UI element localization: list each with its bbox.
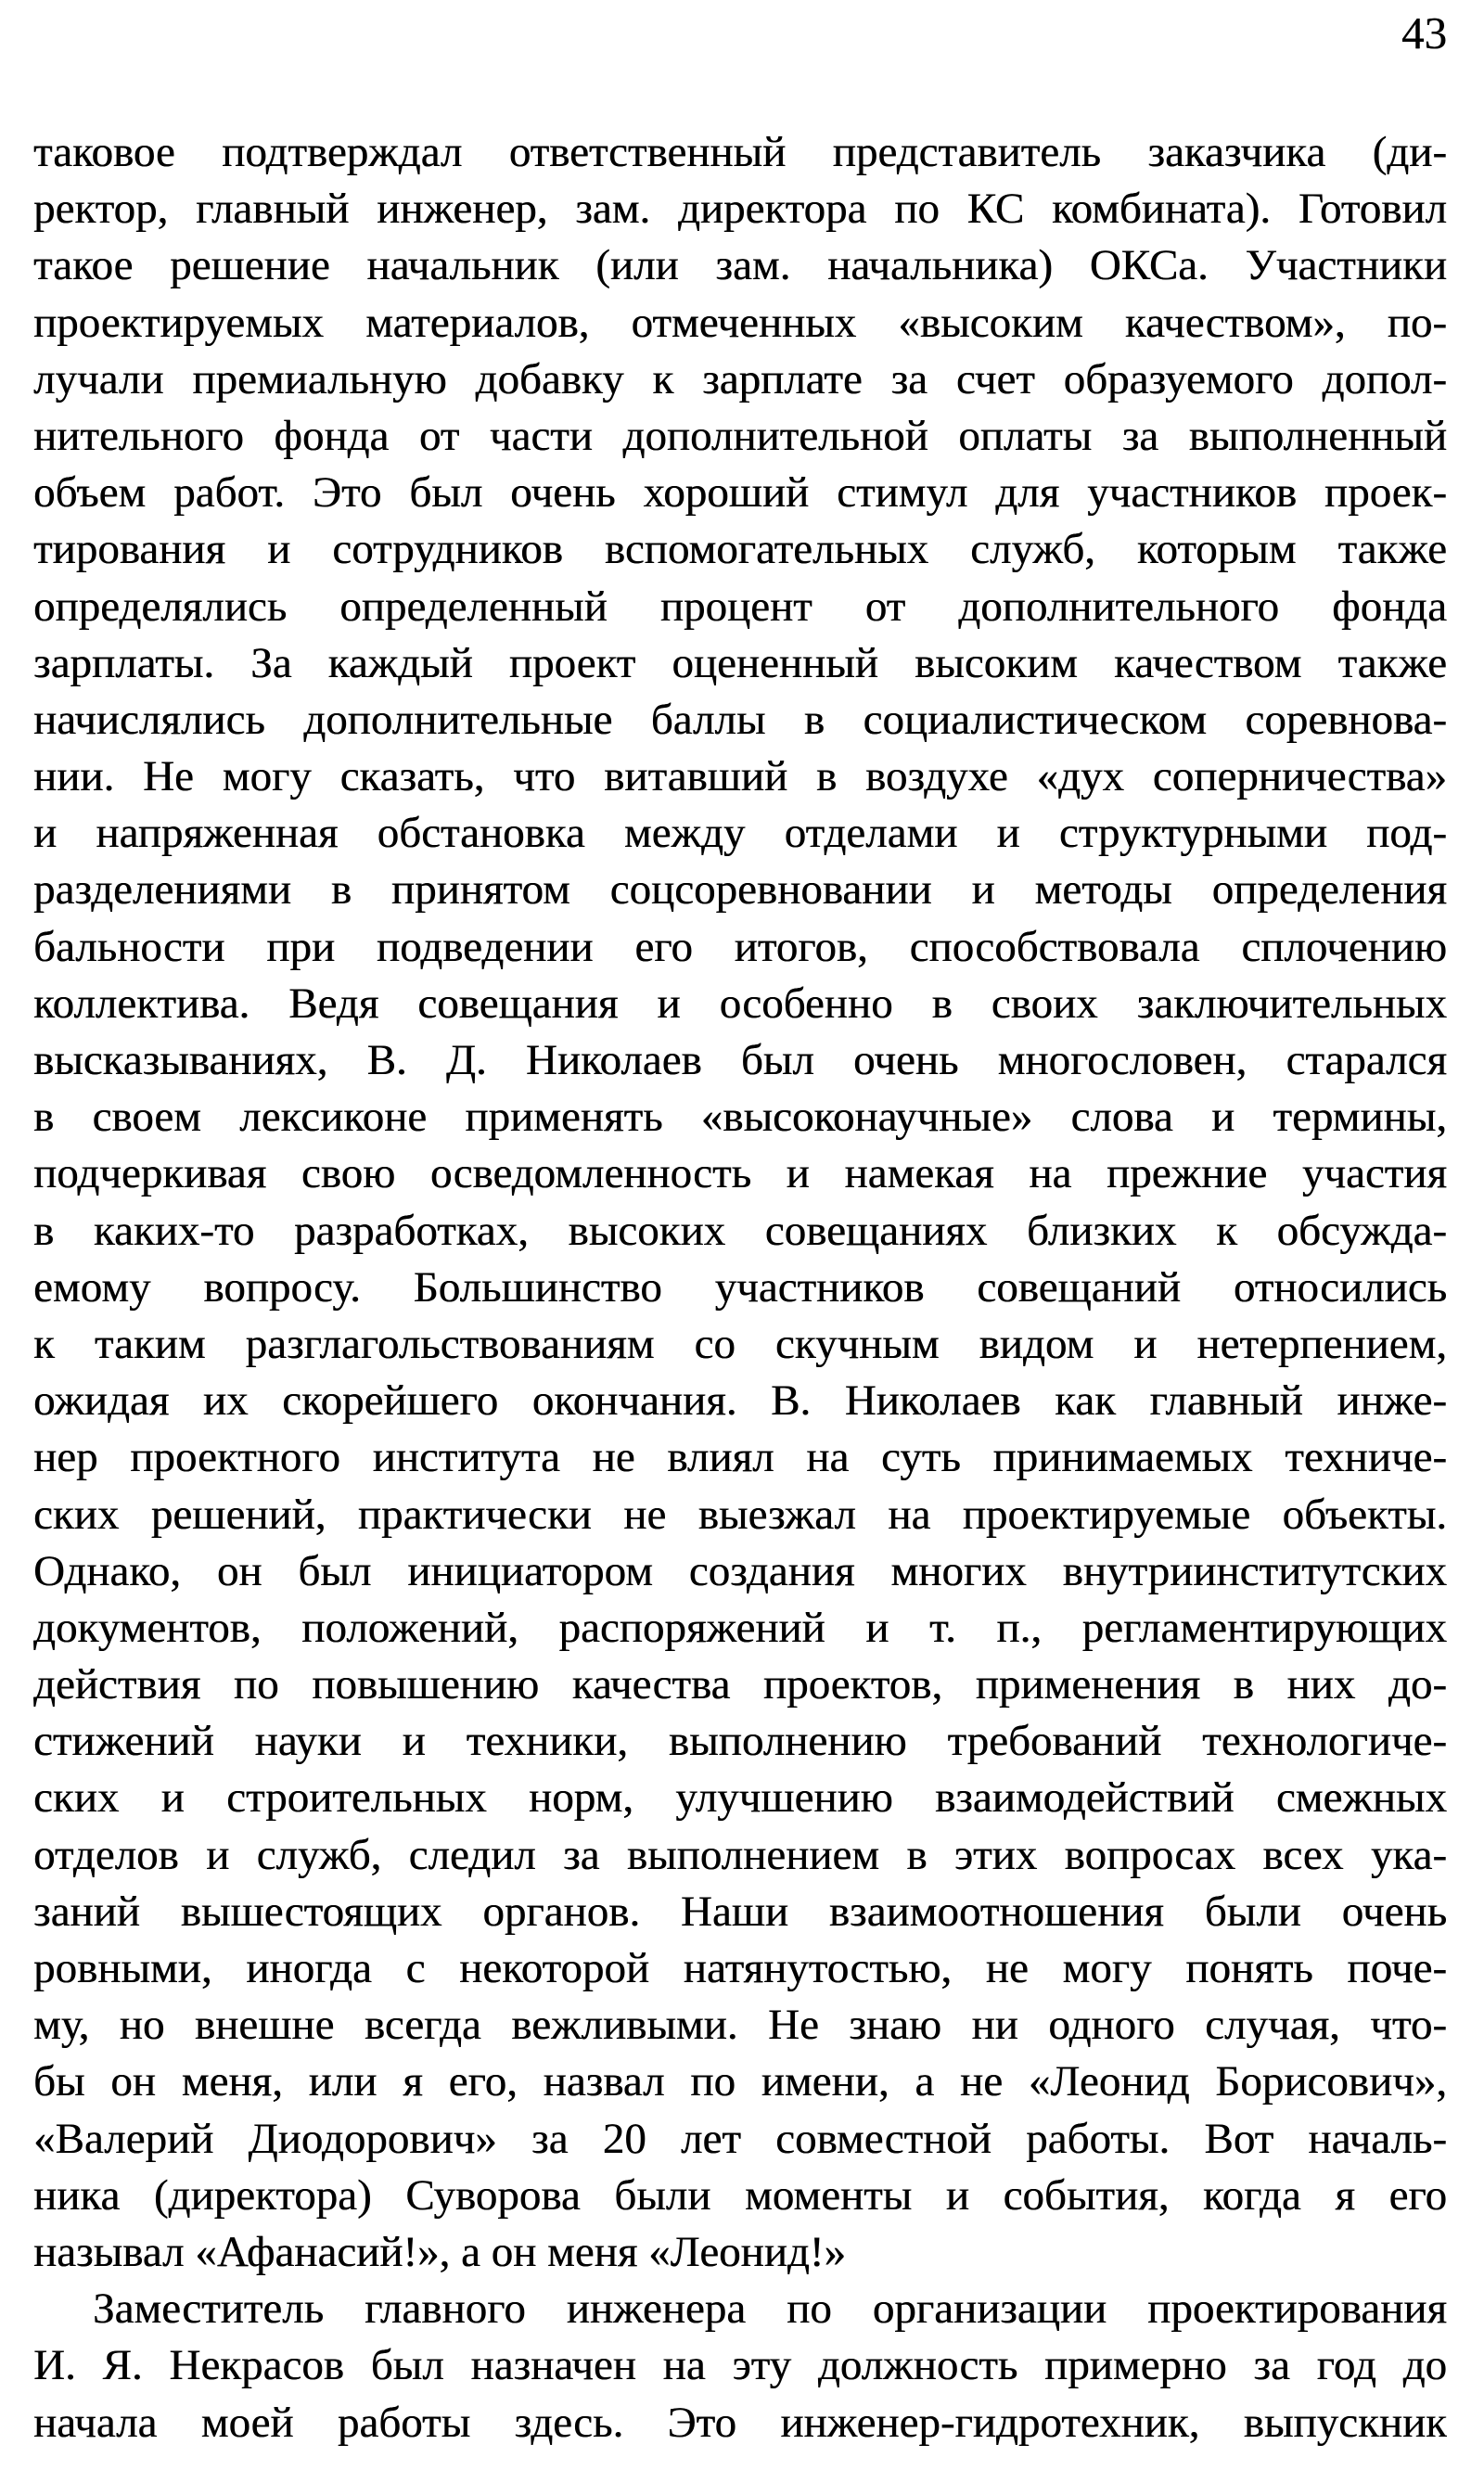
text-line: «Валерий Диодорович» за 20 лет совместной работы. Вот началь- — [33, 2114, 1447, 2163]
text-line: называл «Афанасий!», а он меня «Леонид!» — [33, 2227, 846, 2276]
text-line: в каких-то разработках, высоких совещаниях близких к обсужда- — [33, 1206, 1447, 1255]
text-line: начислялись дополнительные баллы в социалистическом соревнова- — [33, 695, 1447, 744]
text-line: ректор, главный инженер, зам. директора по КС комбината). Готовил — [33, 185, 1447, 234]
text-line: И. Я. Некрасов был назначен на эту должность примерно за год до — [33, 2341, 1447, 2390]
text-line: подчеркивая свою осведомленность и намекая на прежние участия — [33, 1149, 1447, 1198]
text-line: бальности при подведении его итогов, способствовала сплочению — [33, 922, 1447, 971]
page-number: 43 — [1401, 7, 1447, 58]
text-line: Однако, он был инициатором создания многих внутриинститутских — [33, 1546, 1447, 1595]
text-line: ровными, иногда с некоторой натянутостью, не могу понять поче- — [33, 1944, 1447, 1992]
text-line: начала моей работы здесь. Это инженер-гидротехник, выпускник — [33, 2398, 1447, 2447]
text-line: проектируемых материалов, отмеченных «высоким качеством», по- — [33, 298, 1447, 347]
text-line: лучали премиальную добавку к зарплате за счет образуемого допол- — [33, 354, 1447, 403]
text-line: определялись определенный процент от дополнительного фонда — [33, 582, 1447, 631]
text-line: му, но внешне всегда вежливыми. Не знаю ни одного случая, что- — [33, 2001, 1447, 2050]
text-block — [33, 124, 1447, 2451]
text-line: нительного фонда от части дополнительной оплаты за выполненный — [33, 411, 1447, 460]
text-line: стижений науки и техники, выполнению требований технологиче- — [33, 1717, 1447, 1766]
text-line: ника (директора) Суворова были моменты и события, когда я его — [33, 2170, 1447, 2220]
text-line: отделов и служб, следил за выполнением в этих вопросах всех ука- — [33, 1830, 1447, 1879]
text-line: нер проектного института не влиял на суть принимаемых техниче- — [33, 1433, 1447, 1482]
paragraph — [33, 124, 1447, 2281]
text-line: нии. Не могу сказать, что витавший в воздухе «дух соперничества» — [33, 752, 1447, 801]
text-line: действия по повышению качества проектов, применения в них до- — [33, 1660, 1447, 1709]
text-line: ожидая их скорейшего окончания. В. Николаев как главный инже- — [33, 1376, 1447, 1426]
text-line: такое решение начальник (или зам. начальника) ОКСа. Участники — [33, 241, 1447, 290]
text-line: ских решений, практически не выезжал на проектируемые объекты. — [33, 1490, 1447, 1539]
text-line: и напряженная обстановка между отделами и структурными под- — [33, 809, 1447, 858]
text-line: документов, положений, распоряжений и т. п., регламентирующих — [33, 1603, 1447, 1652]
text-line: высказываниях, В. Д. Николаев был очень многословен, старался — [33, 1036, 1447, 1084]
text-line: заний вышестоящих органов. Наши взаимоотношения были очень — [33, 1887, 1447, 1936]
text-line: в своем лексиконе применять «высоконаучные» слова и термины, — [33, 1093, 1447, 1142]
text-line: Заместитель главного инженера по организации проектирования — [93, 2285, 1447, 2334]
text-line: разделениями в принятом соцсоревновании и методы определения — [33, 865, 1447, 915]
paragraph — [33, 2281, 1447, 2451]
text-line: объем работ. Это был очень хороший стимул для участников проек- — [33, 468, 1447, 518]
text-line: тирования и сотрудников вспомогательных служб, которым также — [33, 525, 1447, 574]
text-line: таковое подтверждал ответственный представитель заказчика (ди- — [33, 128, 1447, 176]
text-line: емому вопросу. Большинство участников совещаний относились — [33, 1262, 1447, 1312]
text-line: зарплаты. За каждый проект оцененный высоким качеством также — [33, 638, 1447, 687]
text-line: ских и строительных норм, улучшению взаимодействий смежных — [33, 1773, 1447, 1823]
text-line: коллектива. Ведя совещания и особенно в своих заключительных — [33, 979, 1447, 1028]
text-line: к таким разглагольствованиям со скучным видом и нетерпением, — [33, 1319, 1447, 1368]
text-line: бы он меня, или я его, назвал по имени, а не «Леонид Борисович», — [33, 2057, 1447, 2106]
